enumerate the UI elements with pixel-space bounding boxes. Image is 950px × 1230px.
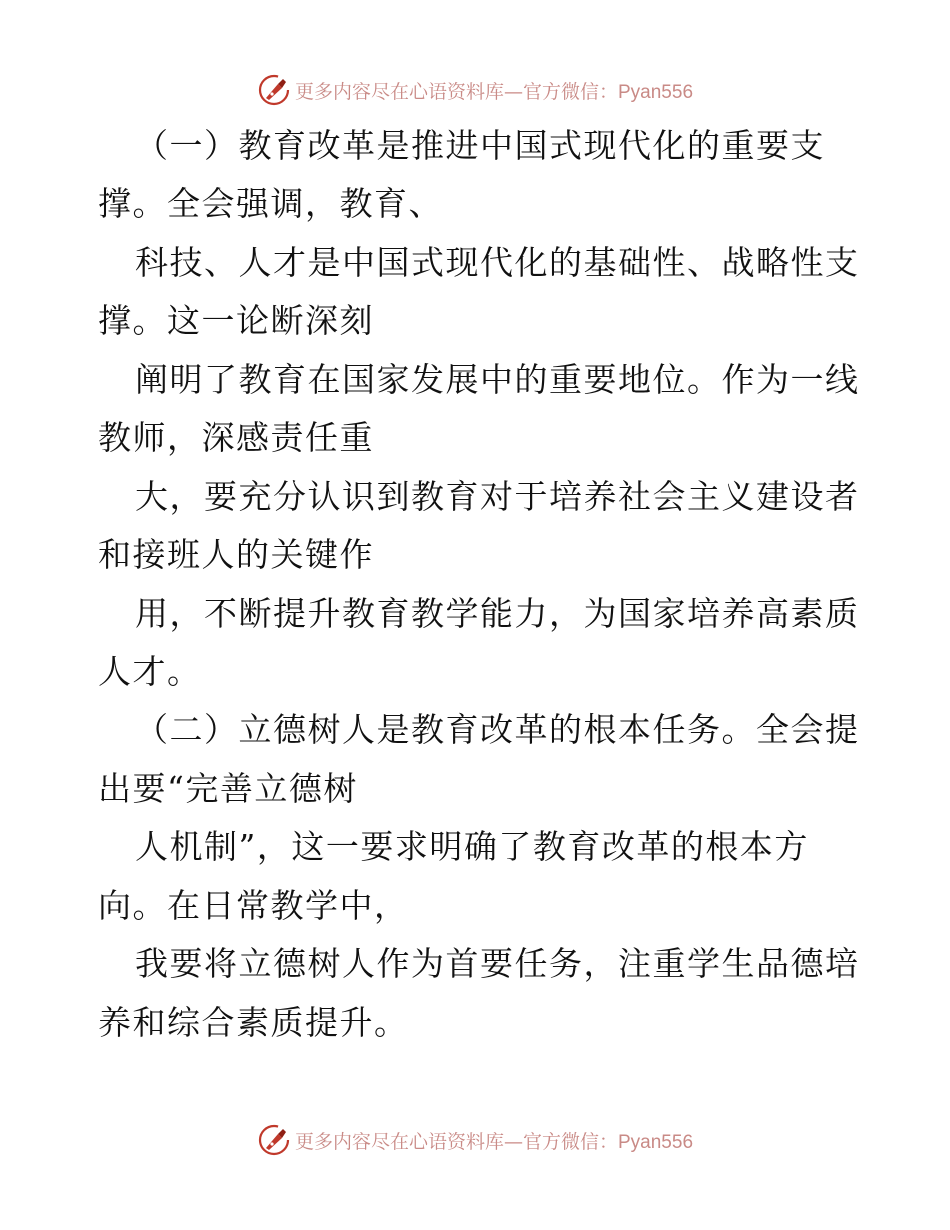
- pen-nib-logo-icon: [257, 1123, 291, 1157]
- watermark-separator: —: [503, 1130, 523, 1153]
- watermark-wechat-id: Pyan556: [618, 1131, 694, 1153]
- text-line: 我要将立德树人作为首要任务，注重学生品德培: [135, 944, 860, 983]
- text-line: 阐明了教育在国家发展中的重要地位。作为一线: [135, 360, 860, 399]
- text-line: 养和综合素质提升。: [98, 1003, 409, 1042]
- text-line: 出要“完善立德树: [98, 769, 358, 808]
- text-line: 科技、人才是中国式现代化的基础性、战略性支: [135, 243, 860, 282]
- text-line: 人才。: [98, 652, 202, 691]
- text-line: 人机制”，这一要求明确了教育改革的根本方: [135, 827, 809, 866]
- watermark-wechat-label: 官方微信：: [522, 1130, 618, 1153]
- watermark-wechat-label: 官方微信：: [522, 80, 618, 103]
- watermark-separator: —: [503, 80, 523, 103]
- text-line: 撑。这一论断深刻: [98, 301, 374, 340]
- text-line: （一）教育改革是推进中国式现代化的重要支: [135, 126, 825, 165]
- text-line: 大，要充分认识到教育对于培养社会主义建设者: [135, 477, 860, 516]
- watermark-site-text: 更多内容尽在心语资料库: [294, 80, 504, 103]
- text-line: 向。在日常教学中，: [98, 886, 409, 925]
- text-line: 用，不断提升教育教学能力，为国家培养高素质: [135, 594, 860, 633]
- text-line: （二）立德树人是教育改革的根本任务。全会提: [135, 710, 860, 749]
- text-line: 和接班人的关键作: [98, 535, 374, 574]
- watermark-wechat-id: Pyan556: [618, 81, 694, 103]
- watermark-site-text: 更多内容尽在心语资料库: [294, 1130, 504, 1153]
- watermark-text: [295, 1127, 693, 1154]
- text-line: 撑。全会强调，教育、: [98, 184, 443, 223]
- footer-watermark: [0, 1120, 950, 1160]
- text-line: 教师，深感责任重: [98, 418, 374, 457]
